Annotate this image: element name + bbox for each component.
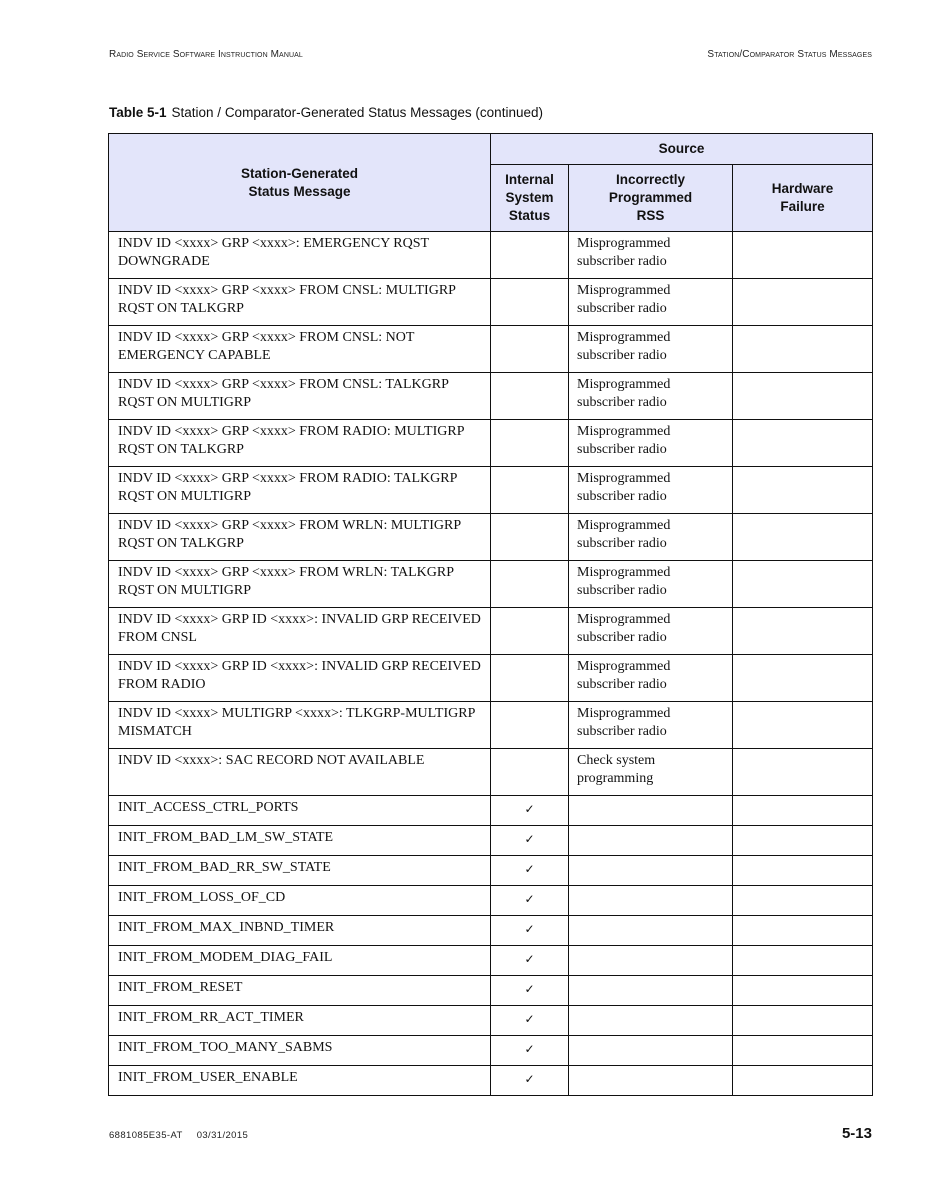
table-row <box>109 886 873 916</box>
status-message-cell: INDV ID <xxxx>: SAC RECORD NOT AVAILABLE <box>109 749 491 796</box>
incorrectly-programmed-rss-cell: Misprogrammed subscriber radio <box>569 467 733 514</box>
status-message-cell: INIT_FROM_BAD_LM_SW_STATE <box>109 826 491 856</box>
internal-system-status-cell <box>491 608 569 655</box>
incorrectly-programmed-rss-cell <box>569 1066 733 1096</box>
incorrectly-programmed-rss-cell <box>569 886 733 916</box>
column-header-status-message: Station-Generated Status Message <box>109 134 491 232</box>
table-body <box>109 232 873 1096</box>
table-row <box>109 561 873 608</box>
checkmark-icon: ✓ <box>491 886 569 916</box>
table-caption-title: Station / Comparator-Generated Status Messages (continued) <box>171 105 543 120</box>
hardware-failure-cell <box>733 467 873 514</box>
hardware-failure-cell <box>733 976 873 1006</box>
status-message-cell: INIT_FROM_RR_ACT_TIMER <box>109 1006 491 1036</box>
incorrectly-programmed-rss-cell: Misprogrammed subscriber radio <box>569 232 733 279</box>
checkmark-icon: ✓ <box>491 916 569 946</box>
checkmark-icon: ✓ <box>491 856 569 886</box>
status-message-cell: INIT_FROM_MODEM_DIAG_FAIL <box>109 946 491 976</box>
incorrectly-programmed-rss-cell: Misprogrammed subscriber radio <box>569 608 733 655</box>
hardware-failure-cell <box>733 655 873 702</box>
table-row <box>109 514 873 561</box>
incorrectly-programmed-rss-cell: Misprogrammed subscriber radio <box>569 561 733 608</box>
status-message-cell: INDV ID <xxxx> GRP <xxxx> FROM CNSL: MULTIGRP RQST ON TALKGRP <box>109 279 491 326</box>
table-row <box>109 279 873 326</box>
incorrectly-programmed-rss-cell: Misprogrammed subscriber radio <box>569 279 733 326</box>
hardware-failure-cell <box>733 1006 873 1036</box>
hardware-failure-cell <box>733 561 873 608</box>
table-row <box>109 796 873 826</box>
table-row <box>109 826 873 856</box>
internal-system-status-cell <box>491 561 569 608</box>
table-row <box>109 608 873 655</box>
incorrectly-programmed-rss-cell: Check system programming <box>569 749 733 796</box>
internal-system-status-cell <box>491 373 569 420</box>
incorrectly-programmed-rss-cell <box>569 1036 733 1066</box>
status-message-cell: INIT_FROM_BAD_RR_SW_STATE <box>109 856 491 886</box>
running-header-section-title: Station/Comparator Status Messages <box>707 49 872 60</box>
column-header-source: Source <box>491 134 873 165</box>
footer-doc-number: 6881085E35-AT <box>109 1130 183 1141</box>
status-message-cell: INDV ID <xxxx> GRP <xxxx> FROM RADIO: MULTIGRP RQST ON TALKGRP <box>109 420 491 467</box>
status-message-cell: INIT_ACCESS_CTRL_PORTS <box>109 796 491 826</box>
incorrectly-programmed-rss-cell: Misprogrammed subscriber radio <box>569 420 733 467</box>
table-row <box>109 420 873 467</box>
incorrectly-programmed-rss-cell <box>569 826 733 856</box>
hardware-failure-cell <box>733 326 873 373</box>
hardware-failure-cell <box>733 608 873 655</box>
table-caption <box>109 105 543 120</box>
table-row <box>109 232 873 279</box>
incorrectly-programmed-rss-cell <box>569 976 733 1006</box>
checkmark-icon: ✓ <box>491 946 569 976</box>
incorrectly-programmed-rss-cell: Misprogrammed subscriber radio <box>569 373 733 420</box>
hardware-failure-cell <box>733 373 873 420</box>
internal-system-status-cell <box>491 279 569 326</box>
hardware-failure-cell <box>733 916 873 946</box>
hardware-failure-cell <box>733 886 873 916</box>
footer-date: 03/31/2015 <box>196 1130 249 1141</box>
table-row <box>109 1036 873 1066</box>
status-message-cell: INIT_FROM_LOSS_OF_CD <box>109 886 491 916</box>
internal-system-status-cell <box>491 749 569 796</box>
incorrectly-programmed-rss-cell <box>569 796 733 826</box>
status-message-cell: INDV ID <xxxx> MULTIGRP <xxxx>: TLKGRP-MULTIGRP MISMATCH <box>109 702 491 749</box>
hardware-failure-cell <box>733 702 873 749</box>
table-row <box>109 856 873 886</box>
hardware-failure-cell <box>733 796 873 826</box>
table-row <box>109 916 873 946</box>
checkmark-icon: ✓ <box>491 826 569 856</box>
table-row <box>109 326 873 373</box>
hardware-failure-cell <box>733 826 873 856</box>
table-caption-label: Table 5-1 <box>109 105 167 120</box>
hardware-failure-cell <box>733 1036 873 1066</box>
internal-system-status-cell <box>491 232 569 279</box>
checkmark-icon: ✓ <box>491 1036 569 1066</box>
hardware-failure-cell <box>733 1066 873 1096</box>
table-row <box>109 976 873 1006</box>
incorrectly-programmed-rss-cell <box>569 946 733 976</box>
internal-system-status-cell <box>491 326 569 373</box>
table-row <box>109 946 873 976</box>
table-row <box>109 702 873 749</box>
hardware-failure-cell <box>733 279 873 326</box>
table-row <box>109 467 873 514</box>
hardware-failure-cell <box>733 749 873 796</box>
status-message-cell: INDV ID <xxxx> GRP <xxxx> FROM CNSL: NOT EMERGENCY CAPABLE <box>109 326 491 373</box>
status-message-cell: INDV ID <xxxx> GRP ID <xxxx>: INVALID GRP RECEIVED FROM CNSL <box>109 608 491 655</box>
incorrectly-programmed-rss-cell: Misprogrammed subscriber radio <box>569 702 733 749</box>
footer-doc-info <box>109 1130 248 1141</box>
status-message-cell: INDV ID <xxxx> GRP <xxxx> FROM WRLN: TALKGRP RQST ON MULTIGRP <box>109 561 491 608</box>
status-message-cell: INIT_FROM_USER_ENABLE <box>109 1066 491 1096</box>
hardware-failure-cell <box>733 946 873 976</box>
page-number: 5-13 <box>841 1125 872 1142</box>
status-message-cell: INIT_FROM_TOO_MANY_SABMS <box>109 1036 491 1066</box>
status-message-cell: INDV ID <xxxx> GRP <xxxx>: EMERGENCY RQST DOWNGRADE <box>109 232 491 279</box>
incorrectly-programmed-rss-cell: Misprogrammed subscriber radio <box>569 514 733 561</box>
status-message-cell: INDV ID <xxxx> GRP <xxxx> FROM CNSL: TALKGRP RQST ON MULTIGRP <box>109 373 491 420</box>
incorrectly-programmed-rss-cell <box>569 916 733 946</box>
column-header-incorrectly-programmed-rss: Incorrectly Programmed RSS <box>569 165 733 232</box>
internal-system-status-cell <box>491 420 569 467</box>
checkmark-icon: ✓ <box>491 796 569 826</box>
internal-system-status-cell <box>491 514 569 561</box>
hardware-failure-cell <box>733 232 873 279</box>
hardware-failure-cell <box>733 856 873 886</box>
checkmark-icon: ✓ <box>491 976 569 1006</box>
incorrectly-programmed-rss-cell: Misprogrammed subscriber radio <box>569 655 733 702</box>
status-message-cell: INIT_FROM_MAX_INBND_TIMER <box>109 916 491 946</box>
internal-system-status-cell <box>491 655 569 702</box>
internal-system-status-cell <box>491 702 569 749</box>
status-message-cell: INDV ID <xxxx> GRP ID <xxxx>: INVALID GRP RECEIVED FROM RADIO <box>109 655 491 702</box>
status-messages-table <box>108 133 873 1096</box>
status-message-cell: INDV ID <xxxx> GRP <xxxx> FROM WRLN: MULTIGRP RQST ON TALKGRP <box>109 514 491 561</box>
status-message-cell: INIT_FROM_RESET <box>109 976 491 1006</box>
table-row <box>109 655 873 702</box>
table-row <box>109 1066 873 1096</box>
internal-system-status-cell <box>491 467 569 514</box>
running-header-manual-title: Radio Service Software Instruction Manual <box>109 49 303 60</box>
table-row <box>109 749 873 796</box>
table-row <box>109 1006 873 1036</box>
incorrectly-programmed-rss-cell: Misprogrammed subscriber radio <box>569 326 733 373</box>
status-message-cell: INDV ID <xxxx> GRP <xxxx> FROM RADIO: TALKGRP RQST ON MULTIGRP <box>109 467 491 514</box>
incorrectly-programmed-rss-cell <box>569 856 733 886</box>
hardware-failure-cell <box>733 514 873 561</box>
checkmark-icon: ✓ <box>491 1006 569 1036</box>
incorrectly-programmed-rss-cell <box>569 1006 733 1036</box>
column-header-hardware-failure: Hardware Failure <box>733 165 873 232</box>
hardware-failure-cell <box>733 420 873 467</box>
column-header-internal-system-status: Internal System Status <box>491 165 569 232</box>
table-row <box>109 373 873 420</box>
checkmark-icon: ✓ <box>491 1066 569 1096</box>
